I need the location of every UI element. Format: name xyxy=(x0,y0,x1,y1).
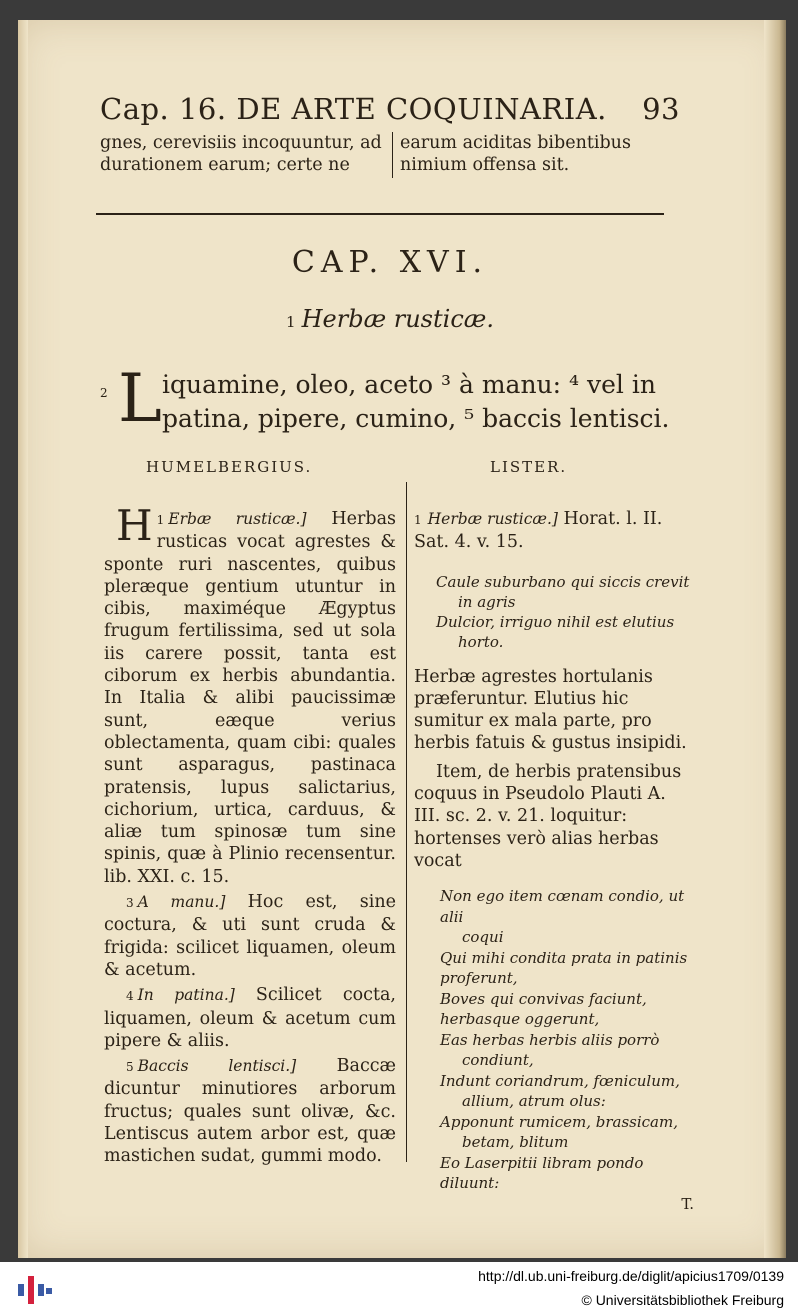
note-5 xyxy=(104,1055,396,1167)
lister-paragraph-1: Herbæ agrestes hortulanis præferuntur. Elutius hic sumitur ex mala parte, pro herbis fatuis & gustus insipidi. xyxy=(414,666,687,754)
verse-line: betam, blitum xyxy=(462,1133,569,1152)
verse-line: horto. xyxy=(458,632,504,651)
running-header xyxy=(100,92,680,126)
chapter-heading: CAP. XVI. xyxy=(291,245,489,280)
note-3 xyxy=(104,891,396,981)
lister-note-1 xyxy=(414,508,694,554)
page-gutter xyxy=(18,20,28,1258)
note-4 xyxy=(104,984,396,1052)
copyright-notice: © Universitätsbibliothek Freiburg xyxy=(581,1292,784,1308)
note-1 xyxy=(104,501,396,888)
note-drop-cap: H xyxy=(116,501,153,550)
column-divider xyxy=(392,132,393,178)
chapter-subtitle xyxy=(100,305,680,333)
verse-line: Apponunt rumicem, brassicam, xyxy=(440,1112,678,1131)
subtitle-footnote-number: 1 xyxy=(286,313,296,331)
permalink[interactable]: http://dl.ub.uni-freiburg.de/diglit/apicius1709/0139 xyxy=(478,1268,784,1284)
plautus-verse xyxy=(440,886,694,1214)
note-lemma: Erbæ rusticæ.] xyxy=(168,510,307,528)
note-text: Horat. l. II. Sat. 4. v. 15. xyxy=(414,509,663,553)
verse-line: Qui mihi condita prata in patinis proferunt, xyxy=(440,948,688,988)
continued-text-right: earum aciditas bibentibus nimium offensa sit. xyxy=(400,133,631,175)
humelbergius-commentary xyxy=(104,501,396,1171)
note-text: Scilicet cocta, liquamen, oleum & acetum cum pipere & aliis. xyxy=(104,985,396,1051)
book-page xyxy=(18,20,786,1258)
note-lemma: A manu.] xyxy=(137,893,226,912)
recipe-line-1: iquamine, oleo, aceto ³ à manu: ⁴ vel in xyxy=(162,370,656,399)
subtitle-text: Herbæ rusticæ. xyxy=(301,305,494,333)
continued-text xyxy=(100,132,680,182)
note-lemma: Baccis lentisci.] xyxy=(137,1057,297,1076)
note-text: Herbas rusticas vocat agrestes & sponte ruri nascentes, quibus pleræque gentium utuntur in cibis, maximéque Ægyptus frugum fertilissima, sed ut sola iis carere possit, tanta est ciborum ex herbis abundantia. In Italia & alibi paucissimæ sunt, eæque verius oblectamenta, quam cibi: quales sunt asparagus, pastinaca pratensis, lupus salictarius, cichorium, urtica, carduus, & aliæ tum spinosæ tum sine spinis, quæ à Plinio recensentur. lib. XXI. c. 15. xyxy=(104,509,396,887)
viewer-footer xyxy=(0,1262,798,1316)
lister-paragraph-2: Item, de herbis pratensibus coquus in Pseudolo Plauti A. III. sc. 2. v. 21. loquitur: hortenses verò alias herbas vocat xyxy=(414,761,682,871)
drop-cap: L xyxy=(118,360,162,437)
verse-line: Caule suburbano qui siccis crevit xyxy=(436,572,690,591)
left-column-heading: HUMELBERGIUS. xyxy=(146,458,313,476)
page-number: 93 xyxy=(642,92,680,126)
note-lemma: In patina.] xyxy=(137,986,235,1005)
verse-line: Non ego item cœnam condio, ut alii xyxy=(440,887,685,926)
recipe-line-2: patina, pipere, cumino, ⁵ baccis lentisci. xyxy=(162,404,670,433)
horizontal-rule xyxy=(96,213,664,215)
note-lemma: Herbæ rusticæ.] xyxy=(427,510,558,528)
commentary-divider xyxy=(406,482,407,1162)
lister-commentary xyxy=(414,508,694,1214)
verse-line: coqui xyxy=(462,928,504,947)
right-column-heading: LISTER. xyxy=(490,458,568,476)
verse-line: Indunt coriandrum, fœniculum, xyxy=(440,1071,680,1090)
library-logo-icon xyxy=(14,1270,54,1310)
catchword: T. xyxy=(681,1194,694,1213)
note-number: 5 xyxy=(126,1060,134,1075)
recipe-footnote-number: 2 xyxy=(100,386,108,400)
note-number: 4 xyxy=(126,989,134,1004)
verse-line: Dulcior, irriguo nihil est elutius xyxy=(436,612,675,631)
note-number: 3 xyxy=(126,896,134,911)
header-title: Cap. 16. DE ARTE COQUINARIA. xyxy=(100,92,607,126)
continued-text-left: gnes, cerevisiis incoquuntur, ad durationem earum; certe ne xyxy=(100,133,382,175)
note-number: 1 xyxy=(156,513,165,527)
note-text: Baccæ dicuntur minutiores arborum fructus; quales sunt olivæ, &c. Lentiscus autem arbor est, quæ mastichen sudat, gummi modo. xyxy=(104,1056,396,1167)
verse-line: in agris xyxy=(458,592,516,611)
verse-line: allium, atrum olus: xyxy=(462,1092,606,1111)
verse-line: Eas herbas herbis aliis porrò xyxy=(440,1030,660,1049)
verse-line: Boves qui convivas faciunt, herbasque oggerunt, xyxy=(440,989,647,1029)
page-edge xyxy=(764,20,786,1258)
note-number: 1 xyxy=(414,513,422,527)
note-text: Hoc est, sine coctura, & uti sunt cruda & frigida: scilicet liquamen, oleum & acetum. xyxy=(104,892,396,980)
horace-verse xyxy=(436,572,694,652)
verse-line: condiunt, xyxy=(462,1051,534,1070)
verse-line: Eo Laserpitii libram pondo diluunt: xyxy=(440,1153,644,1193)
